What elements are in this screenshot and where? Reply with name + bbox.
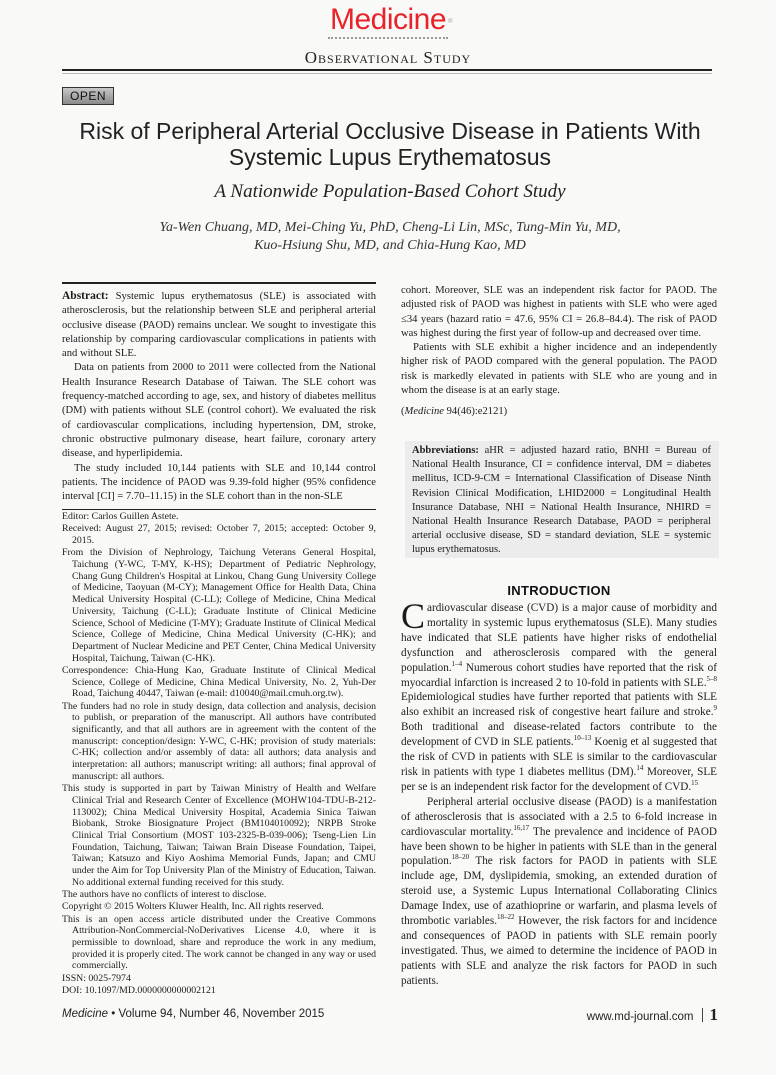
abstract-paragraph: Data on patients from 2000 to 2011 were collected from the National Health Insurance Research Database of Taiwan. The SLE cohort was frequency-matched according to age, sex, and history of diabetes mellitus (DM) with patients without SLE (control cohort). We evaluated the risk of cardiovascular complications, including hypertension, DM, stroke, chronic obstructive pulmonary disease, heart failure, coronary artery disease, and hyperlipidemia. <box>62 362 376 460</box>
registered-mark: ® <box>448 19 453 25</box>
abstract-paragraph: cohort. Moreover, SLE was an independent risk factor for PAOD. The adjusted risk of PAOD was highest in patients with SLE who were aged ≤34 years (hazard ratio = 47.6, 95% CI = 26.8–84.4). The risk of PAOD was highest during the first year of follow-up and decreased over time. <box>401 285 717 339</box>
author-list <box>40 219 740 255</box>
footer-issue: Volume 94, Number 46, November 2015 <box>118 1008 325 1020</box>
abstract <box>62 289 376 504</box>
footer-journal: Medicine <box>62 1008 109 1020</box>
article-subtitle: A Nationwide Population-Based Cohort Study <box>214 181 566 202</box>
journal-logo[interactable] <box>329 3 453 36</box>
intro-text: However, the risk factors for and incidence and consequences of PAOD in patients with SLE remain poorly investigated. Thus, we aimed to determine the incidence of PAOD in patients with SLE and analyze the risk factors for PAOD in such patients. <box>401 915 717 987</box>
reference-link[interactable]: 15 <box>691 778 699 787</box>
footnote-received: Received: August 27, 2015; revised: October 7, 2015; accepted: October 9, 2015. <box>62 523 376 546</box>
footer-divider <box>702 1008 703 1022</box>
citation-paren: ( <box>401 406 405 418</box>
intro-text: Moreover, SLE per se is an independent risk factor for the development of CVD. <box>401 765 717 793</box>
drop-cap: C <box>401 596 426 636</box>
footnote-correspondence: Correspondence: Chia-Hung Kao, Graduate Institute of Clinical Medical Science, College of Medicine, China Medical University, No. 2, Yuh-Der Road, Taichung 40447, Taiwan (e-mail: d10040@mail.cmuh.org.tw). <box>62 664 376 700</box>
intro-text: The prevalence and incidence of PAOD have been shown to be higher in patients with SLE than in the general population. <box>401 825 717 868</box>
intro-text: The risk factors for PAOD in patients with SLE include age, DM, dyslipidemia, smoking, an extended duration of steroid use, a Systemic Lupus International Collaborating Clinics Damage Index, use of azathioprine or warfarin, and plasma levels of thrombotic variables. <box>401 855 717 928</box>
reference-link[interactable]: 5–8 <box>706 674 717 683</box>
journal-brand <box>0 4 776 39</box>
abstract-continued <box>401 284 717 420</box>
article-title: Risk of Peripheral Arterial Occlusive Disease in Patients With Systemic Lupus Erythematosus <box>79 118 701 170</box>
intro-text: Numerous cohort studies have reported that the risk of myocardial infarction is increased 2 to 10-fold in patients with SLE. <box>401 661 717 689</box>
footnote-copyright: Copyright © 2015 Wolters Kluwer Health, Inc. All rights reserved. <box>62 901 324 913</box>
footnote-doi[interactable]: DOI: 10.1097/MD.0000000000002121 <box>62 985 216 997</box>
abstract-text: Systemic lupus erythematosus (SLE) is associated with atherosclerosis, but the relationship between SLE and peripheral arterial occlusive disease (PAOD) remains unclear. We sought to investigate this relationship by comparing cardiovascular complications in patients with and without SLE. <box>62 291 376 360</box>
header-rule-thin <box>62 73 712 74</box>
reference-link[interactable]: 10–13 <box>573 734 592 743</box>
footnotes <box>62 511 376 997</box>
citation-journal: Medicine <box>404 406 444 418</box>
intro-text: Koenig et al suggested that the risk of CVD in patients with SLE is similar to the cardiovascular risk in patients with type 1 diabetes mellitus (DM). <box>401 736 717 778</box>
abbreviations-text: aHR = adjusted hazard ratio, BNHI = Bureau of National Health Insurance, CI = confidence interval, DM = diabetes mellitus, ICD-9-CM = International Classification of Disease Ninth Revision Clinical Modification, LHID2000 = Longitudinal Health Insurance Database, NHI = National Health Insurance, NHIRD = National Health Insurance Research Database, PAOD = peripheral arterial occlusive disease, SD = standard deviation, SLE = systemic lupus erythematosus. <box>412 445 711 556</box>
footnote-rule <box>62 509 376 510</box>
intro-text: Epidemiological studies have further reported that patients with SLE also exhibit an increased risk of congestive heart failure and stroke. <box>401 691 717 719</box>
intro-text: Peripheral arterial occlusive disease (PAOD) is a manifestation of atherosclerosis that is associated with a 2.5 to 6-fold increase in cardiovascular mortality. <box>401 795 717 838</box>
footnote-license: This is an open access article distributed under the Creative Commons Attribution-NonCommercial-NoDerivatives License 4.0, where it is permissible to download, share and reproduce the work in any medium, provided it is properly cited. The work cannot be changed in any way or used commercially. <box>62 913 376 972</box>
intro-paragraph <box>401 596 717 795</box>
footnote-issn: ISSN: 0025-7974 <box>62 972 131 984</box>
abstract-rule <box>62 282 376 284</box>
reference-link[interactable]: 18–22 <box>497 913 515 922</box>
citation-ref: 94(46):e2121) <box>443 406 508 418</box>
authors-line: Ya-Wen Chuang, MD, Mei-Ching Yu, PhD, Cheng-Li Lin, MSc, Tung-Min Yu, MD, <box>159 220 621 235</box>
footer-website-link[interactable]: www.md-journal.com <box>586 1011 694 1023</box>
introduction-body <box>401 596 717 989</box>
intro-text: Both traditional and disease-related factors contribute to the development of CVD in SLE patients. <box>401 721 717 749</box>
section-label: Observational Study <box>304 48 472 67</box>
footnote-support: This study is supported in part by Taiwan Ministry of Health and Welfare Clinical Trial and Research Center of Excellence (MOHW104-TDU-B-212-113002); China Medical University Hospital, Academia Sinica Taiwan Biobank, Stroke Biosignature Project (BM104010092); NRPB Stroke Clinical Trial Consortium (MOST 103-2325-B-039-006); Tseng-Lien Lin Foundation, Taichung, Taiwan; Taiwan Brain Disease Foundation, Taipei, Taiwan; Katsuzo and Kiyo Aoshima Memorial Funds, Japan; and CMU under the Aim for Top University Plan of the Ministry of Education, Taiwan. No additional external funding received for this study. <box>62 783 376 888</box>
footnote-editor: Editor: Carlos Guillen Astete. <box>62 511 179 522</box>
section-heading-introduction: INTRODUCTION <box>507 583 611 598</box>
abstract-paragraph <box>62 289 376 361</box>
abstract-paragraph: Patients with SLE exhibit a higher incidence and an independently higher risk of PAOD compared with the general population. The PAOD risk is markedly elevated in patients with SLE who are young and in whom the disease is at an early stage. <box>401 342 717 397</box>
reference-link[interactable]: 1–4 <box>451 659 463 668</box>
abstract-label: Abstract: <box>62 290 109 302</box>
abstract-paragraph: The study included 10,144 patients with SLE and 10,144 control patients. The incidence of PAOD was 9.39-fold higher (95% confidence interval [CI] = 7.70–11.15) in the SLE cohort than in the non-SLE <box>62 462 376 503</box>
reference-link[interactable]: 14 <box>636 763 644 772</box>
reference-link[interactable]: 16,17 <box>513 823 530 832</box>
reference-link[interactable]: 18–20 <box>451 853 470 862</box>
footer-right <box>587 1005 718 1025</box>
journal-logo-text: Medicine <box>329 3 447 36</box>
footer-issue-info <box>62 1008 324 1020</box>
logo-dotted-rule <box>328 37 448 39</box>
page-number: 1 <box>709 1005 718 1024</box>
footer-bullet: • <box>111 1008 116 1020</box>
footnote-affiliations: From the Division of Nephrology, Taichung Veterans General Hospital, Taichung (Y-WC, T-MY, K-HS); Department of Pediatric Nephrology, Chang Gung Children's Hospital at Linkou, Chang Gung University College of Medicine, Taoyuan (M-CY); Management Office for Health Data, China Medical University Hospital (C-LL); College of Medicine, China Medical University, Taichung (C-LL); Graduate Institute of Clinical Medicine Science, School of Medicine (T-MY); Graduate Institute of Clinical Medical Science, College of Medicine, China Medical University (C-HK); and Department of Nuclear Medicine and PET Center, China Medical University Hospital, Taichung, Taiwan (C-HK). <box>62 547 376 664</box>
reference-link[interactable]: 9 <box>713 704 717 713</box>
authors-line: Kuo-Hsiung Shu, MD, and Chia-Hung Kao, MD <box>254 238 526 253</box>
citation <box>401 405 717 419</box>
abbreviations-label: Abbreviations: <box>412 445 479 456</box>
footnote-funders: The funders had no role in study design, data collection and analysis, decision to publish, or preparation of the manuscript. All authors have contributed significantly, and that all authors are in agreement with the content of the manuscript: conception/design: Y-WC, C-HK; provision of study materials: C-HK; collection and/or assembly of data: all authors; data analysis and interpretation: all authors; manuscript writing: all authors; final approval of manuscript: all authors. <box>62 700 376 782</box>
abbreviations-box <box>405 441 719 558</box>
open-access-badge: OPEN <box>62 87 114 105</box>
footnote-conflicts: The authors have no conflicts of interest to disclose. <box>62 889 267 901</box>
header-rule <box>62 69 712 71</box>
intro-paragraph <box>401 795 717 989</box>
intro-text: ardiovascular disease (CVD) is a major cause of morbidity and mortality in systemic lupus erythematosus (SLE). Many studies have indicated that SLE patients have higher risks of endothelial dysfunction and atherosclerosis compared with the general population. <box>401 602 717 674</box>
